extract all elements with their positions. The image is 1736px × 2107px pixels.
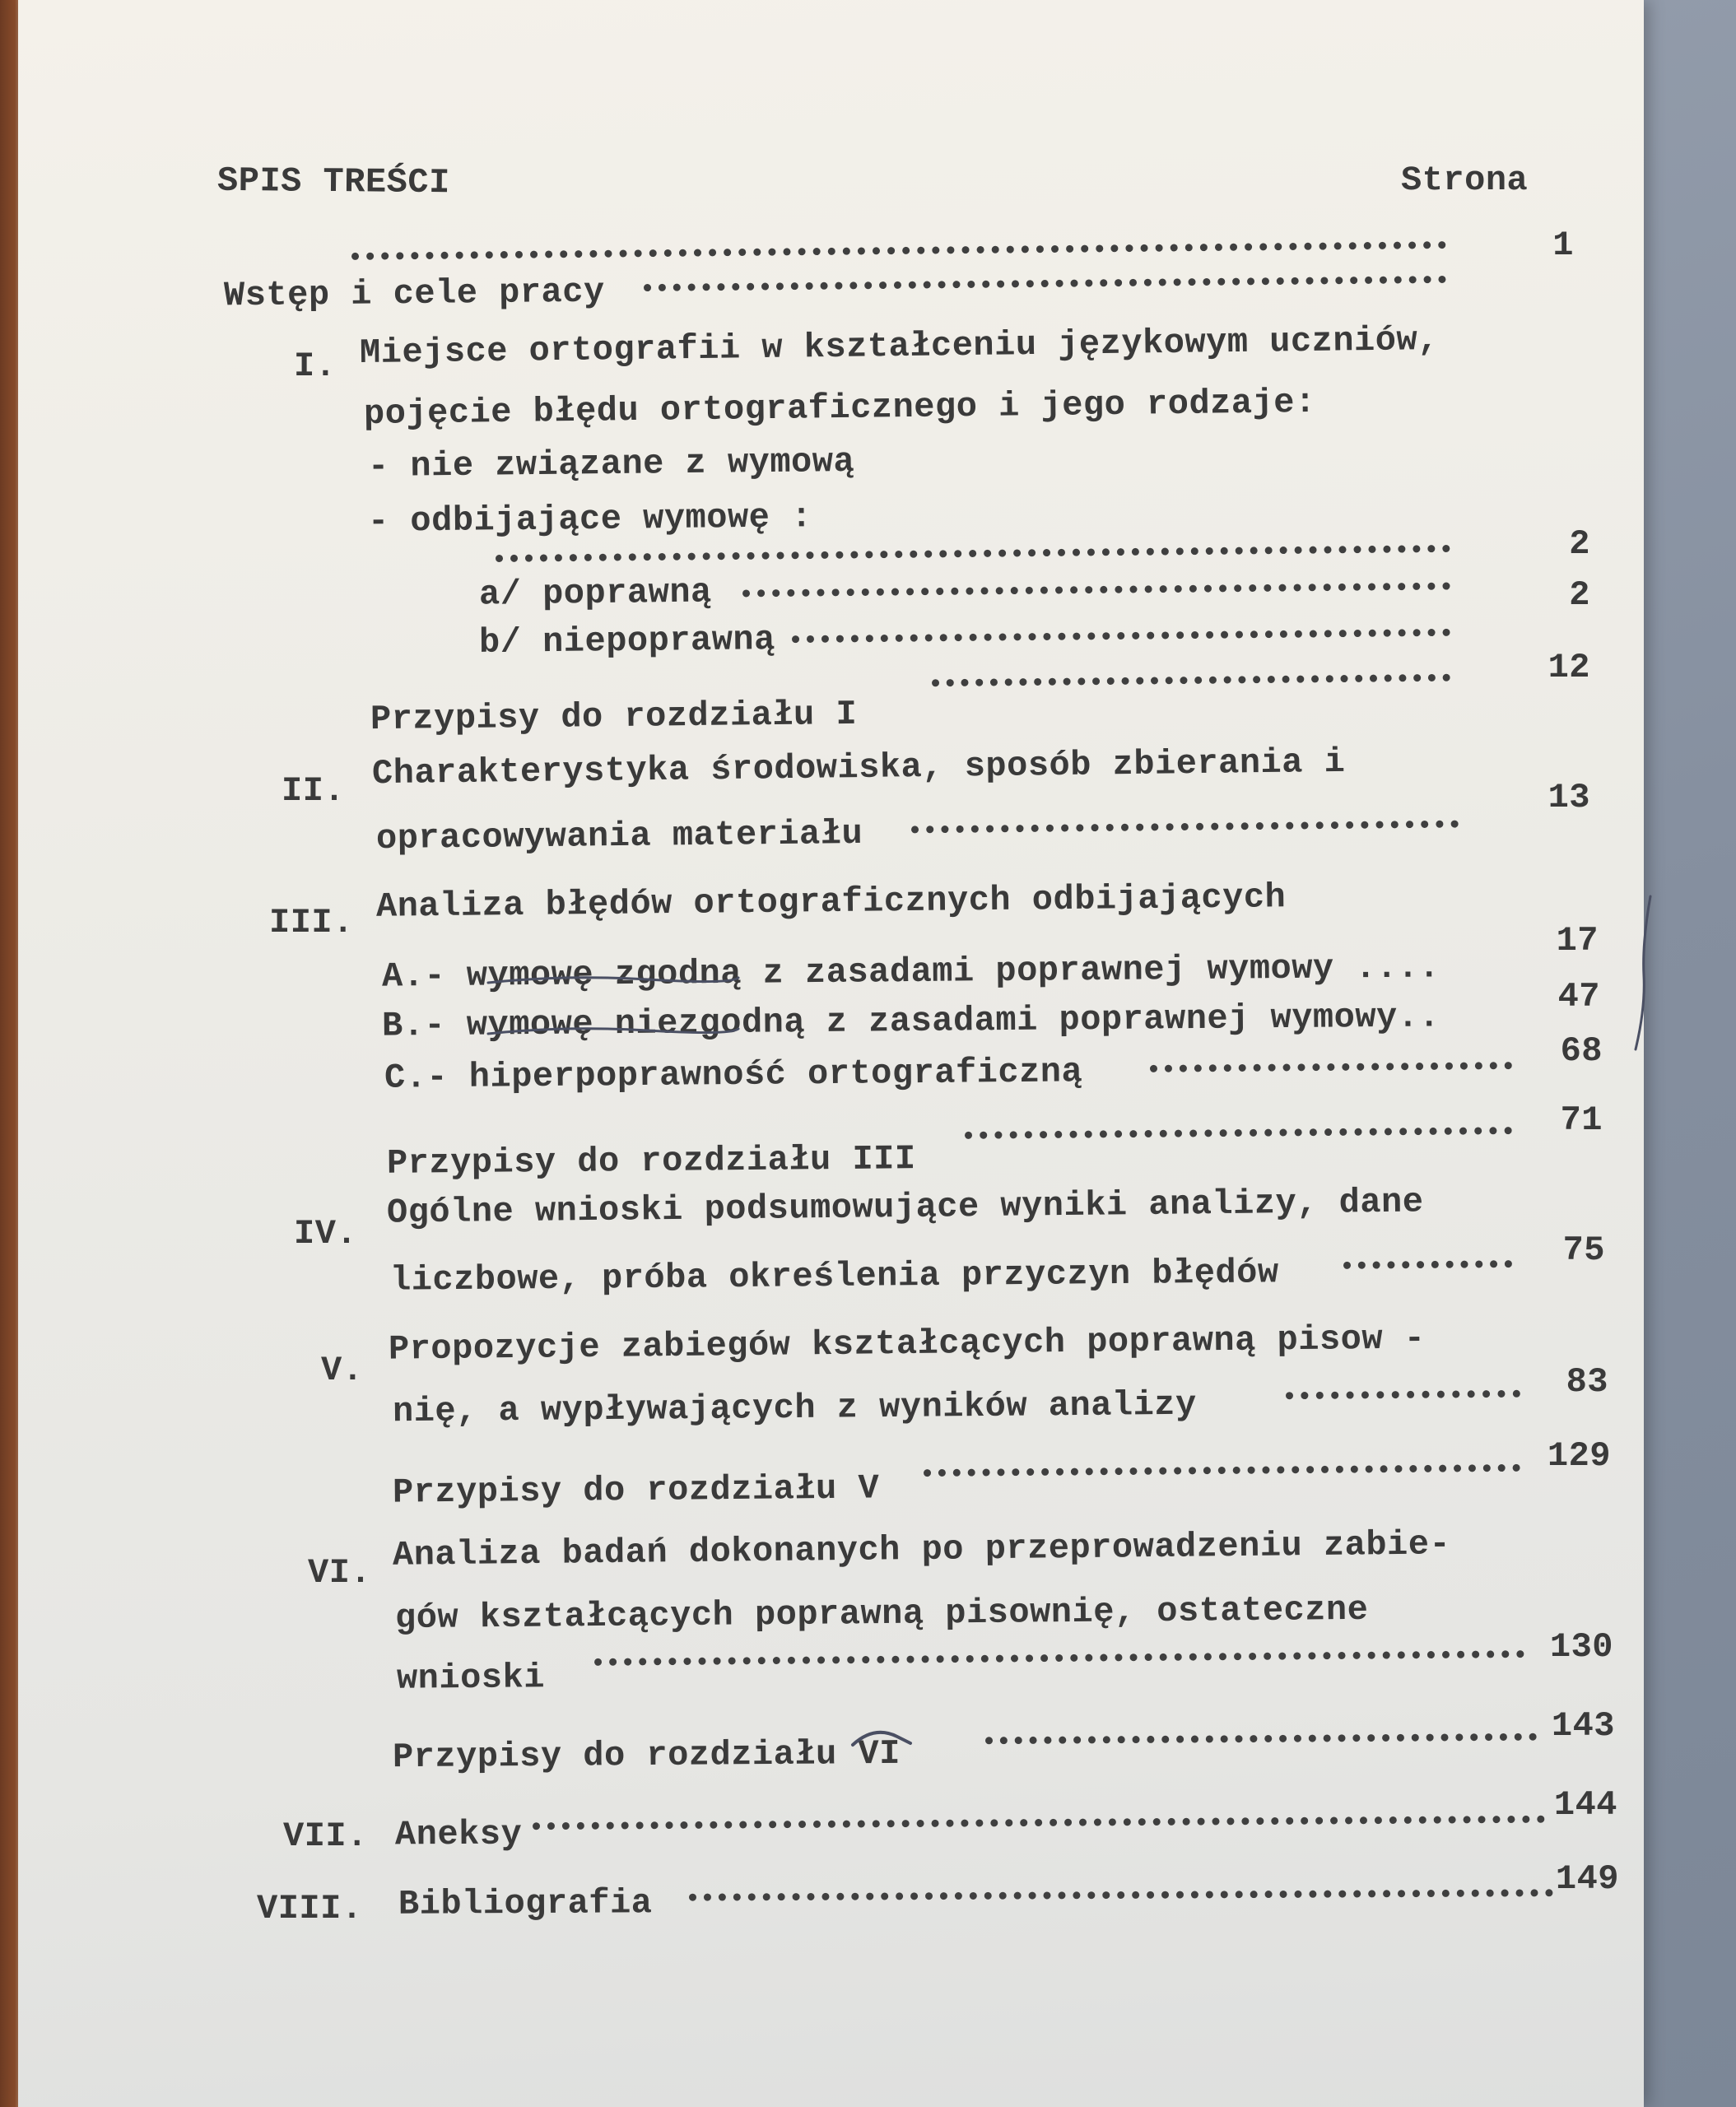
entry-page-number: 1 <box>1552 226 1574 265</box>
entry-page-number: 83 <box>1566 1362 1608 1402</box>
handwritten-margin-stroke <box>1627 893 1660 1058</box>
entry-title: opracowywania materiału <box>375 813 863 859</box>
entry-page-number: 130 <box>1549 1627 1613 1667</box>
dot-leader <box>496 545 1450 562</box>
entry-title: A.- wymowę zgodną z zasadami poprawnej wymowy .... <box>381 947 1440 997</box>
dot-leader <box>533 1816 1545 1830</box>
handwritten-mark-stroke <box>849 1720 915 1753</box>
entry-page-number: 129 <box>1547 1436 1611 1476</box>
entry-page-number: 143 <box>1551 1706 1615 1746</box>
entry-title: nię, a wypływających z wyników analizy <box>392 1384 1197 1432</box>
entry-title: C.- hiperpoprawność ortograficzną <box>384 1052 1083 1098</box>
entry-title: Przypisy do rozdziału III <box>386 1139 916 1184</box>
entry-title: Analiza błędów ortograficznych odbijających <box>375 877 1287 927</box>
dot-leader <box>932 674 1450 687</box>
entry-page-number: 68 <box>1560 1031 1603 1071</box>
entry-title: Przypisy do rozdziału V <box>392 1468 880 1513</box>
entry-page-number: 144 <box>1553 1785 1617 1825</box>
entry-page-number: 149 <box>1555 1859 1619 1899</box>
entry-title: Przypisy do rozdziału VI <box>392 1733 901 1778</box>
entry-title: Miejsce ortografii w kształceniu językowym uczniów, <box>359 319 1440 374</box>
entry-page-number: 75 <box>1562 1230 1605 1270</box>
entry-title: a/ poprawną <box>478 572 712 615</box>
entry-title: Przypisy do rozdziału I <box>370 694 858 740</box>
entry-page-number: 13 <box>1548 778 1590 817</box>
entry-title: - nie związane z wymową <box>367 441 855 487</box>
dot-leader <box>594 1650 1524 1666</box>
entry-title: - odbijające wymowę : <box>367 497 813 542</box>
dot-leader <box>644 276 1446 291</box>
entry-title: B.- wymowę niezgodną z zasadami poprawnej wymowy.. <box>381 997 1440 1046</box>
entry-page-number: 12 <box>1548 648 1590 687</box>
entry-title: Analiza badań dokonanych po przeprowadzeniu zabie- <box>392 1524 1451 1575</box>
dot-leader <box>351 241 1446 260</box>
dot-leader <box>1150 1062 1512 1072</box>
entry-page-number: 47 <box>1557 977 1600 1016</box>
dot-leader <box>792 629 1450 643</box>
entry-number: VI. <box>308 1553 372 1593</box>
entry-page-number: 71 <box>1560 1100 1603 1140</box>
entry-title: liczbowe, próba określenia przyczyn błędów <box>389 1253 1279 1300</box>
dot-leader <box>911 821 1459 834</box>
dot-leader <box>924 1464 1520 1477</box>
entry-title: Propozycje zabiegów kształcących poprawną pisow - <box>388 1319 1426 1370</box>
dot-leader <box>689 1889 1553 1900</box>
entry-title: gów kształcących poprawną pisownię, ostateczne <box>394 1589 1369 1639</box>
dot-leader <box>742 582 1450 597</box>
handwritten-underline-stroke <box>483 971 747 1045</box>
entry-number: IV. <box>294 1214 358 1254</box>
entry-number: I. <box>294 347 337 386</box>
document-page <box>18 0 1644 2107</box>
entry-title: Charakterystyka środowiska, sposób zbierania i <box>371 742 1346 794</box>
entry-title: wnioski <box>396 1658 546 1699</box>
entry-page-number: 17 <box>1556 921 1599 960</box>
page-column-label: Strona <box>1401 160 1529 200</box>
entry-page-number: 2 <box>1569 575 1590 615</box>
dot-leader <box>985 1733 1537 1745</box>
entry-title: Aneksy <box>394 1814 523 1855</box>
entry-page-number: 2 <box>1569 524 1590 564</box>
entry-number: II. <box>282 771 346 811</box>
toc-heading: SPIS TREŚCI <box>216 160 450 203</box>
entry-title: pojęcie błędu ortograficznego i jego rodzaje: <box>363 382 1316 435</box>
dot-leader <box>965 1127 1512 1139</box>
entry-title: Wstęp i cele pracy <box>223 272 605 316</box>
entry-number: III. <box>269 903 354 942</box>
entry-title: b/ niepoprawną <box>478 620 776 663</box>
entry-number: V. <box>321 1351 364 1390</box>
entry-title: Bibliografia <box>398 1883 653 1924</box>
entry-title: Ogólne wnioski podsumowujące wyniki analizy, dane <box>386 1182 1424 1233</box>
entry-number: VIII. <box>257 1889 363 1928</box>
entry-number: VII. <box>283 1816 368 1856</box>
